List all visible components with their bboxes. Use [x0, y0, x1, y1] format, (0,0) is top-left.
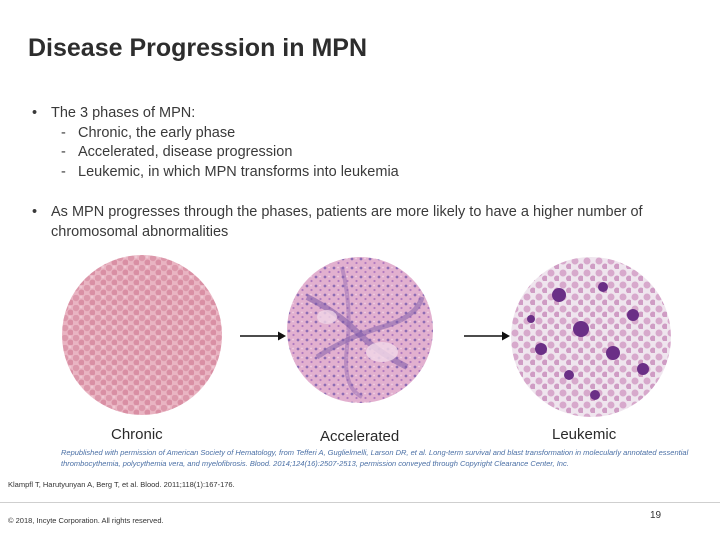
bullet-text: As MPN progresses through the phases, patients are more likely to have a higher number of chromosomal abnormalities: [51, 204, 643, 240]
leukemic-label: Leukemic: [552, 426, 617, 443]
bullet-icon: •: [32, 105, 38, 121]
bullet-list: [32, 104, 692, 242]
reference-citation: Klampfl T, Harutyunyan A, Berg T, et al. Blood. 2011;118(1):167-176.: [8, 480, 235, 489]
chronic-phase-image: [62, 255, 222, 415]
dash-icon: -: [61, 144, 66, 160]
sub-bullet-text: Chronic, the early phase: [78, 124, 236, 141]
arrow-right-icon: [240, 330, 286, 342]
sub-bullet-text: Accelerated, disease progression: [78, 144, 293, 160]
accelerated-phase-image: [287, 257, 433, 403]
page-number: 19: [650, 510, 662, 521]
sub-bullet-item: [32, 163, 692, 183]
sub-bullet-item: [32, 124, 692, 144]
slide-title: Disease Progression in MPN: [28, 34, 368, 62]
arrow-right-icon: [464, 330, 510, 342]
bullet-item: [32, 104, 692, 124]
footer-divider: [0, 502, 720, 503]
accelerated-label: Accelerated: [320, 428, 400, 445]
bullet-text: The 3 phases of MPN:: [51, 105, 196, 121]
sub-bullet-text: Leukemic, in which MPN transforms into leukemia: [78, 163, 399, 180]
chronic-label: Chronic: [111, 426, 163, 443]
sub-bullet-item: [32, 143, 692, 163]
copyright-notice: © 2018, Incyte Corporation. All rights reserved.: [8, 516, 164, 525]
dash-icon: -: [61, 163, 66, 180]
bullet-icon: •: [32, 204, 38, 220]
bullet-item: [32, 203, 692, 242]
image-credit: Republished with permission of American Society of Hematology, from Tefferi A, Guglielmelli, Larson DR, et al. Long-term survival and blast transformation in molecularly annotated essential thrombocythemia, polycythemia vera, and myelofibrosis. Blood. 2014;124(16):2507-2513, permission conveyed through Copyright Clearance Center, Inc.: [61, 448, 689, 468]
leukemic-phase-image: [511, 257, 671, 417]
dash-icon: -: [61, 124, 66, 141]
